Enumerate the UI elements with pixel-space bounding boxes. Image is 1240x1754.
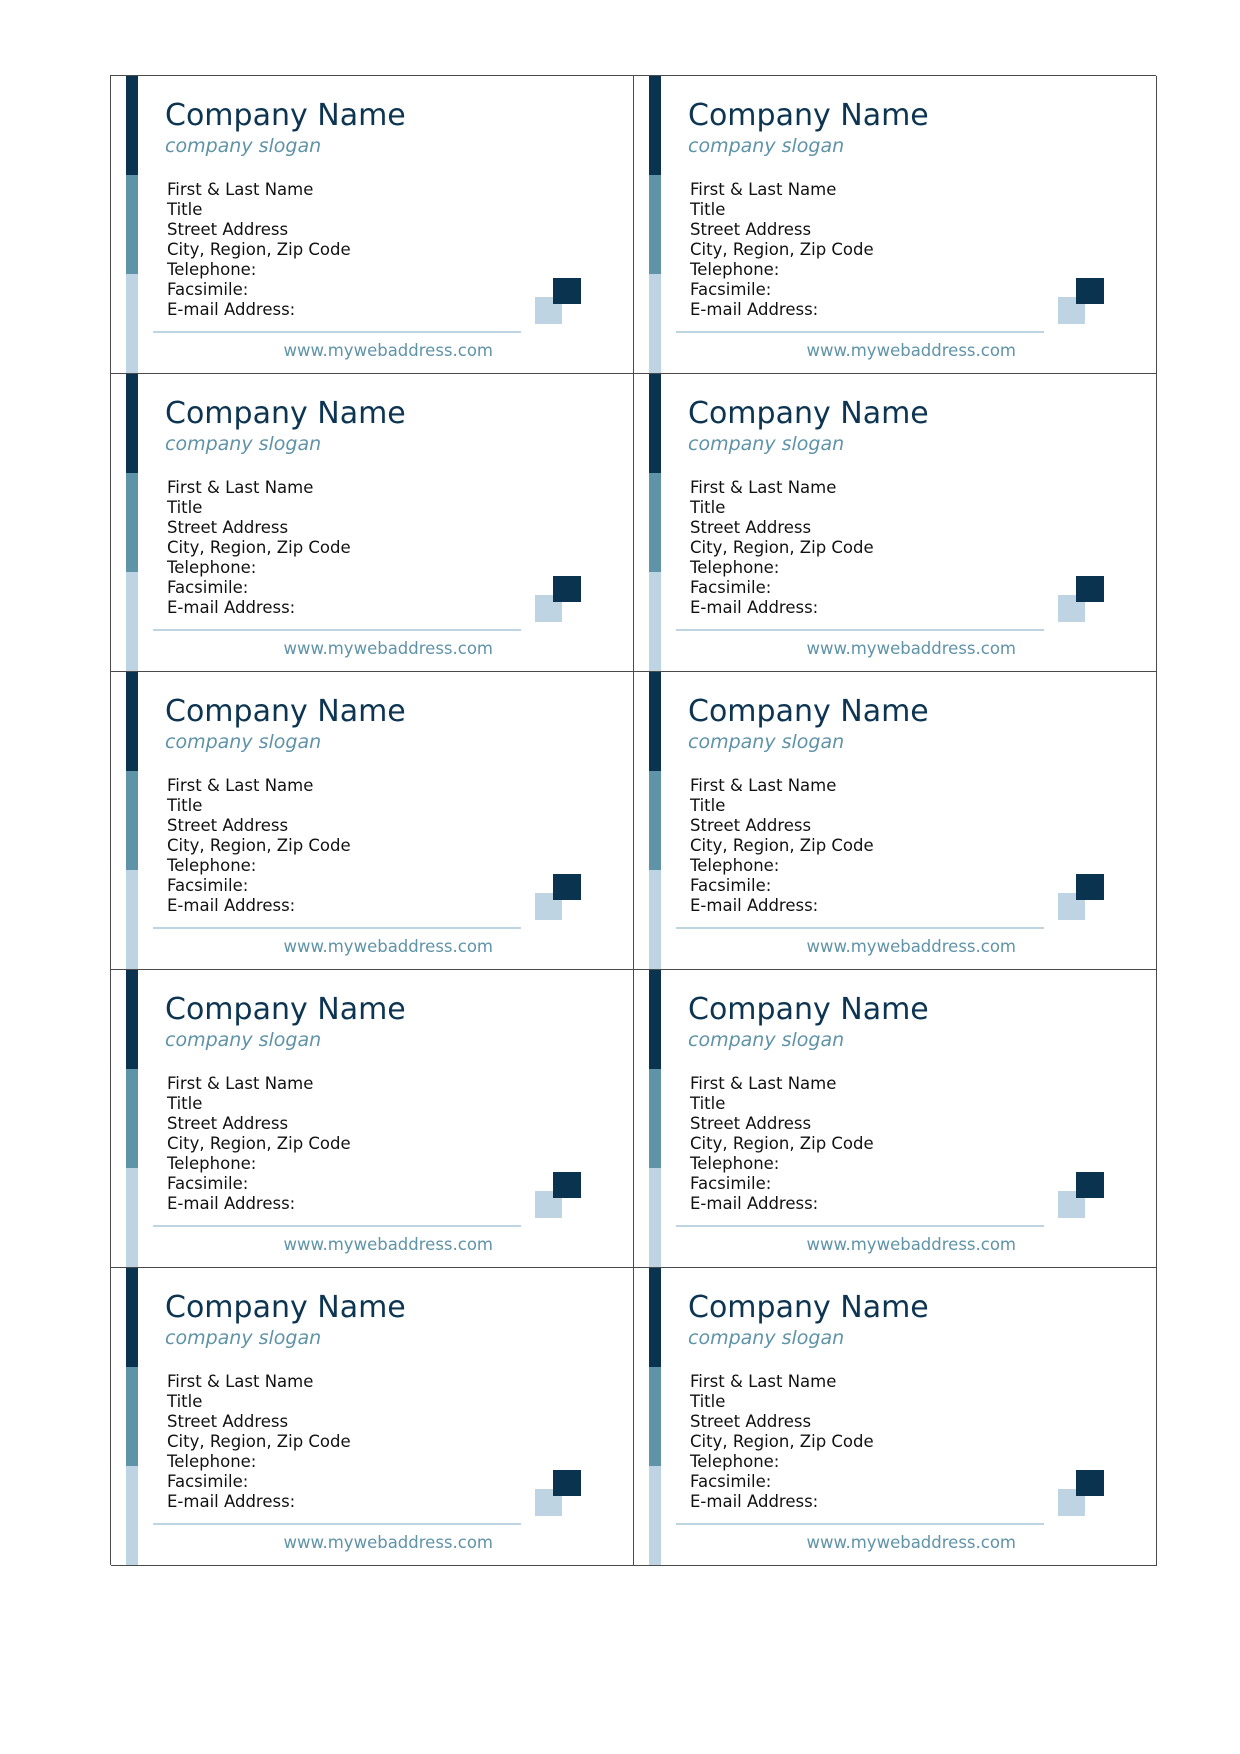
logo-dark-square <box>553 1172 581 1198</box>
city-region-zip: City, Region, Zip Code <box>690 538 874 557</box>
contact-details <box>690 1074 874 1214</box>
contact-details <box>167 180 351 320</box>
street-address: Street Address <box>167 816 289 835</box>
person-title: Title <box>690 200 726 219</box>
two-squares-logo-icon <box>1058 1470 1104 1516</box>
contact-details <box>690 776 874 916</box>
stripe-dark-segment <box>649 1268 661 1367</box>
telephone-label: Telephone: <box>690 856 780 875</box>
two-squares-logo-icon <box>535 576 581 622</box>
stripe-mid-segment <box>649 771 661 870</box>
person-name: First & Last Name <box>690 478 837 497</box>
telephone-label: Telephone: <box>690 558 780 577</box>
logo-dark-square <box>1076 874 1104 900</box>
color-stripe <box>126 1268 138 1565</box>
stripe-dark-segment <box>649 970 661 1069</box>
stripe-mid-segment <box>126 1069 138 1168</box>
logo-dark-square <box>553 576 581 602</box>
stripe-light-segment <box>649 870 661 970</box>
two-squares-logo-icon <box>535 1172 581 1218</box>
telephone-label: Telephone: <box>690 1154 780 1173</box>
person-title: Title <box>690 1392 726 1411</box>
street-address: Street Address <box>690 816 812 835</box>
business-card <box>634 970 1157 1268</box>
person-title: Title <box>167 796 203 815</box>
business-card <box>634 672 1157 970</box>
contact-details <box>690 478 874 618</box>
company-slogan: company slogan <box>165 731 322 753</box>
person-title: Title <box>167 1392 203 1411</box>
contact-details <box>690 1372 874 1512</box>
street-address: Street Address <box>690 220 812 239</box>
street-address: Street Address <box>690 1412 812 1431</box>
company-slogan: company slogan <box>688 433 845 455</box>
facsimile-label: Facsimile: <box>167 578 249 597</box>
two-squares-logo-icon <box>535 278 581 324</box>
business-card <box>111 1268 634 1566</box>
contact-details <box>167 1074 351 1214</box>
email-label: E-mail Address: <box>690 598 819 617</box>
person-name: First & Last Name <box>167 776 314 795</box>
divider-line <box>676 331 1044 333</box>
email-label: E-mail Address: <box>690 300 819 319</box>
facsimile-label: Facsimile: <box>690 280 772 299</box>
business-card <box>111 76 634 374</box>
website-address: www.mywebaddress.com <box>283 937 493 956</box>
facsimile-label: Facsimile: <box>690 578 772 597</box>
company-slogan: company slogan <box>165 1029 322 1051</box>
person-title: Title <box>167 1094 203 1113</box>
company-slogan: company slogan <box>688 1327 845 1349</box>
company-name: Company Name <box>165 98 406 133</box>
website-address: www.mywebaddress.com <box>283 1235 493 1254</box>
stripe-mid-segment <box>649 175 661 274</box>
company-name: Company Name <box>165 694 406 729</box>
street-address: Street Address <box>690 518 812 537</box>
stripe-light-segment <box>126 1168 138 1268</box>
stripe-mid-segment <box>649 473 661 572</box>
city-region-zip: City, Region, Zip Code <box>167 836 351 855</box>
business-card <box>111 970 634 1268</box>
stripe-light-segment <box>649 274 661 374</box>
contact-details <box>167 1372 351 1512</box>
logo-dark-square <box>1076 278 1104 304</box>
stripe-light-segment <box>126 274 138 374</box>
facsimile-label: Facsimile: <box>690 1472 772 1491</box>
street-address: Street Address <box>167 220 289 239</box>
telephone-label: Telephone: <box>167 856 257 875</box>
website-address: www.mywebaddress.com <box>806 937 1016 956</box>
website-address: www.mywebaddress.com <box>283 341 493 360</box>
company-name: Company Name <box>165 1290 406 1325</box>
city-region-zip: City, Region, Zip Code <box>167 240 351 259</box>
color-stripe <box>126 374 138 671</box>
stripe-mid-segment <box>126 473 138 572</box>
company-slogan: company slogan <box>688 135 845 157</box>
city-region-zip: City, Region, Zip Code <box>167 538 351 557</box>
stripe-dark-segment <box>126 1268 138 1367</box>
divider-line <box>676 927 1044 929</box>
logo-dark-square <box>1076 1172 1104 1198</box>
facsimile-label: Facsimile: <box>690 876 772 895</box>
color-stripe <box>649 374 661 671</box>
business-card <box>111 374 634 672</box>
stripe-light-segment <box>649 572 661 672</box>
logo-dark-square <box>1076 576 1104 602</box>
email-label: E-mail Address: <box>690 896 819 915</box>
telephone-label: Telephone: <box>690 1452 780 1471</box>
website-address: www.mywebaddress.com <box>806 341 1016 360</box>
email-label: E-mail Address: <box>690 1492 819 1511</box>
stripe-light-segment <box>649 1466 661 1566</box>
logo-dark-square <box>553 874 581 900</box>
two-squares-logo-icon <box>535 874 581 920</box>
telephone-label: Telephone: <box>167 1452 257 1471</box>
website-address: www.mywebaddress.com <box>806 1235 1016 1254</box>
company-name: Company Name <box>165 992 406 1027</box>
city-region-zip: City, Region, Zip Code <box>167 1134 351 1153</box>
color-stripe <box>649 970 661 1267</box>
website-address: www.mywebaddress.com <box>283 639 493 658</box>
person-name: First & Last Name <box>690 1372 837 1391</box>
email-label: E-mail Address: <box>167 1194 296 1213</box>
person-title: Title <box>690 796 726 815</box>
logo-dark-square <box>553 278 581 304</box>
stripe-light-segment <box>126 1466 138 1566</box>
city-region-zip: City, Region, Zip Code <box>690 240 874 259</box>
stripe-light-segment <box>649 1168 661 1268</box>
color-stripe <box>126 76 138 373</box>
divider-line <box>153 629 521 631</box>
email-label: E-mail Address: <box>167 896 296 915</box>
email-label: E-mail Address: <box>690 1194 819 1213</box>
email-label: E-mail Address: <box>167 1492 296 1511</box>
stripe-light-segment <box>126 870 138 970</box>
company-slogan: company slogan <box>165 135 322 157</box>
color-stripe <box>126 672 138 969</box>
city-region-zip: City, Region, Zip Code <box>690 836 874 855</box>
stripe-dark-segment <box>126 970 138 1069</box>
color-stripe <box>126 970 138 1267</box>
telephone-label: Telephone: <box>167 1154 257 1173</box>
person-name: First & Last Name <box>690 776 837 795</box>
person-title: Title <box>690 498 726 517</box>
email-label: E-mail Address: <box>167 300 296 319</box>
logo-dark-square <box>553 1470 581 1496</box>
stripe-mid-segment <box>126 771 138 870</box>
city-region-zip: City, Region, Zip Code <box>167 1432 351 1451</box>
company-name: Company Name <box>688 694 929 729</box>
stripe-light-segment <box>126 572 138 672</box>
business-card <box>634 76 1157 374</box>
facsimile-label: Facsimile: <box>167 1472 249 1491</box>
website-address: www.mywebaddress.com <box>806 1533 1016 1552</box>
stripe-dark-segment <box>126 76 138 175</box>
city-region-zip: City, Region, Zip Code <box>690 1134 874 1153</box>
business-card-sheet <box>110 75 1156 1565</box>
company-slogan: company slogan <box>165 1327 322 1349</box>
person-name: First & Last Name <box>167 1074 314 1093</box>
website-address: www.mywebaddress.com <box>806 639 1016 658</box>
company-name: Company Name <box>688 98 929 133</box>
street-address: Street Address <box>167 1412 289 1431</box>
stripe-mid-segment <box>126 1367 138 1466</box>
two-squares-logo-icon <box>1058 278 1104 324</box>
person-name: First & Last Name <box>690 1074 837 1093</box>
divider-line <box>676 1225 1044 1227</box>
divider-line <box>153 1225 521 1227</box>
telephone-label: Telephone: <box>690 260 780 279</box>
company-slogan: company slogan <box>688 731 845 753</box>
person-title: Title <box>690 1094 726 1113</box>
logo-dark-square <box>1076 1470 1104 1496</box>
city-region-zip: City, Region, Zip Code <box>690 1432 874 1451</box>
stripe-dark-segment <box>649 76 661 175</box>
divider-line <box>676 629 1044 631</box>
contact-details <box>167 776 351 916</box>
company-name: Company Name <box>688 1290 929 1325</box>
two-squares-logo-icon <box>1058 874 1104 920</box>
facsimile-label: Facsimile: <box>690 1174 772 1193</box>
person-title: Title <box>167 200 203 219</box>
company-slogan: company slogan <box>165 433 322 455</box>
two-squares-logo-icon <box>535 1470 581 1516</box>
business-card <box>634 374 1157 672</box>
divider-line <box>153 331 521 333</box>
business-card <box>634 1268 1157 1566</box>
color-stripe <box>649 1268 661 1565</box>
facsimile-label: Facsimile: <box>167 1174 249 1193</box>
company-name: Company Name <box>688 992 929 1027</box>
person-name: First & Last Name <box>167 180 314 199</box>
email-label: E-mail Address: <box>167 598 296 617</box>
stripe-dark-segment <box>126 374 138 473</box>
two-squares-logo-icon <box>1058 1172 1104 1218</box>
facsimile-label: Facsimile: <box>167 280 249 299</box>
stripe-dark-segment <box>126 672 138 771</box>
street-address: Street Address <box>167 1114 289 1133</box>
street-address: Street Address <box>167 518 289 537</box>
divider-line <box>676 1523 1044 1525</box>
divider-line <box>153 927 521 929</box>
person-name: First & Last Name <box>690 180 837 199</box>
person-name: First & Last Name <box>167 478 314 497</box>
stripe-mid-segment <box>649 1069 661 1168</box>
color-stripe <box>649 76 661 373</box>
stripe-mid-segment <box>126 175 138 274</box>
telephone-label: Telephone: <box>167 558 257 577</box>
stripe-dark-segment <box>649 672 661 771</box>
stripe-dark-segment <box>649 374 661 473</box>
stripe-mid-segment <box>649 1367 661 1466</box>
business-card <box>111 672 634 970</box>
person-name: First & Last Name <box>167 1372 314 1391</box>
website-address: www.mywebaddress.com <box>283 1533 493 1552</box>
facsimile-label: Facsimile: <box>167 876 249 895</box>
contact-details <box>167 478 351 618</box>
street-address: Street Address <box>690 1114 812 1133</box>
two-squares-logo-icon <box>1058 576 1104 622</box>
color-stripe <box>649 672 661 969</box>
telephone-label: Telephone: <box>167 260 257 279</box>
divider-line <box>153 1523 521 1525</box>
company-name: Company Name <box>688 396 929 431</box>
company-slogan: company slogan <box>688 1029 845 1051</box>
contact-details <box>690 180 874 320</box>
person-title: Title <box>167 498 203 517</box>
company-name: Company Name <box>165 396 406 431</box>
